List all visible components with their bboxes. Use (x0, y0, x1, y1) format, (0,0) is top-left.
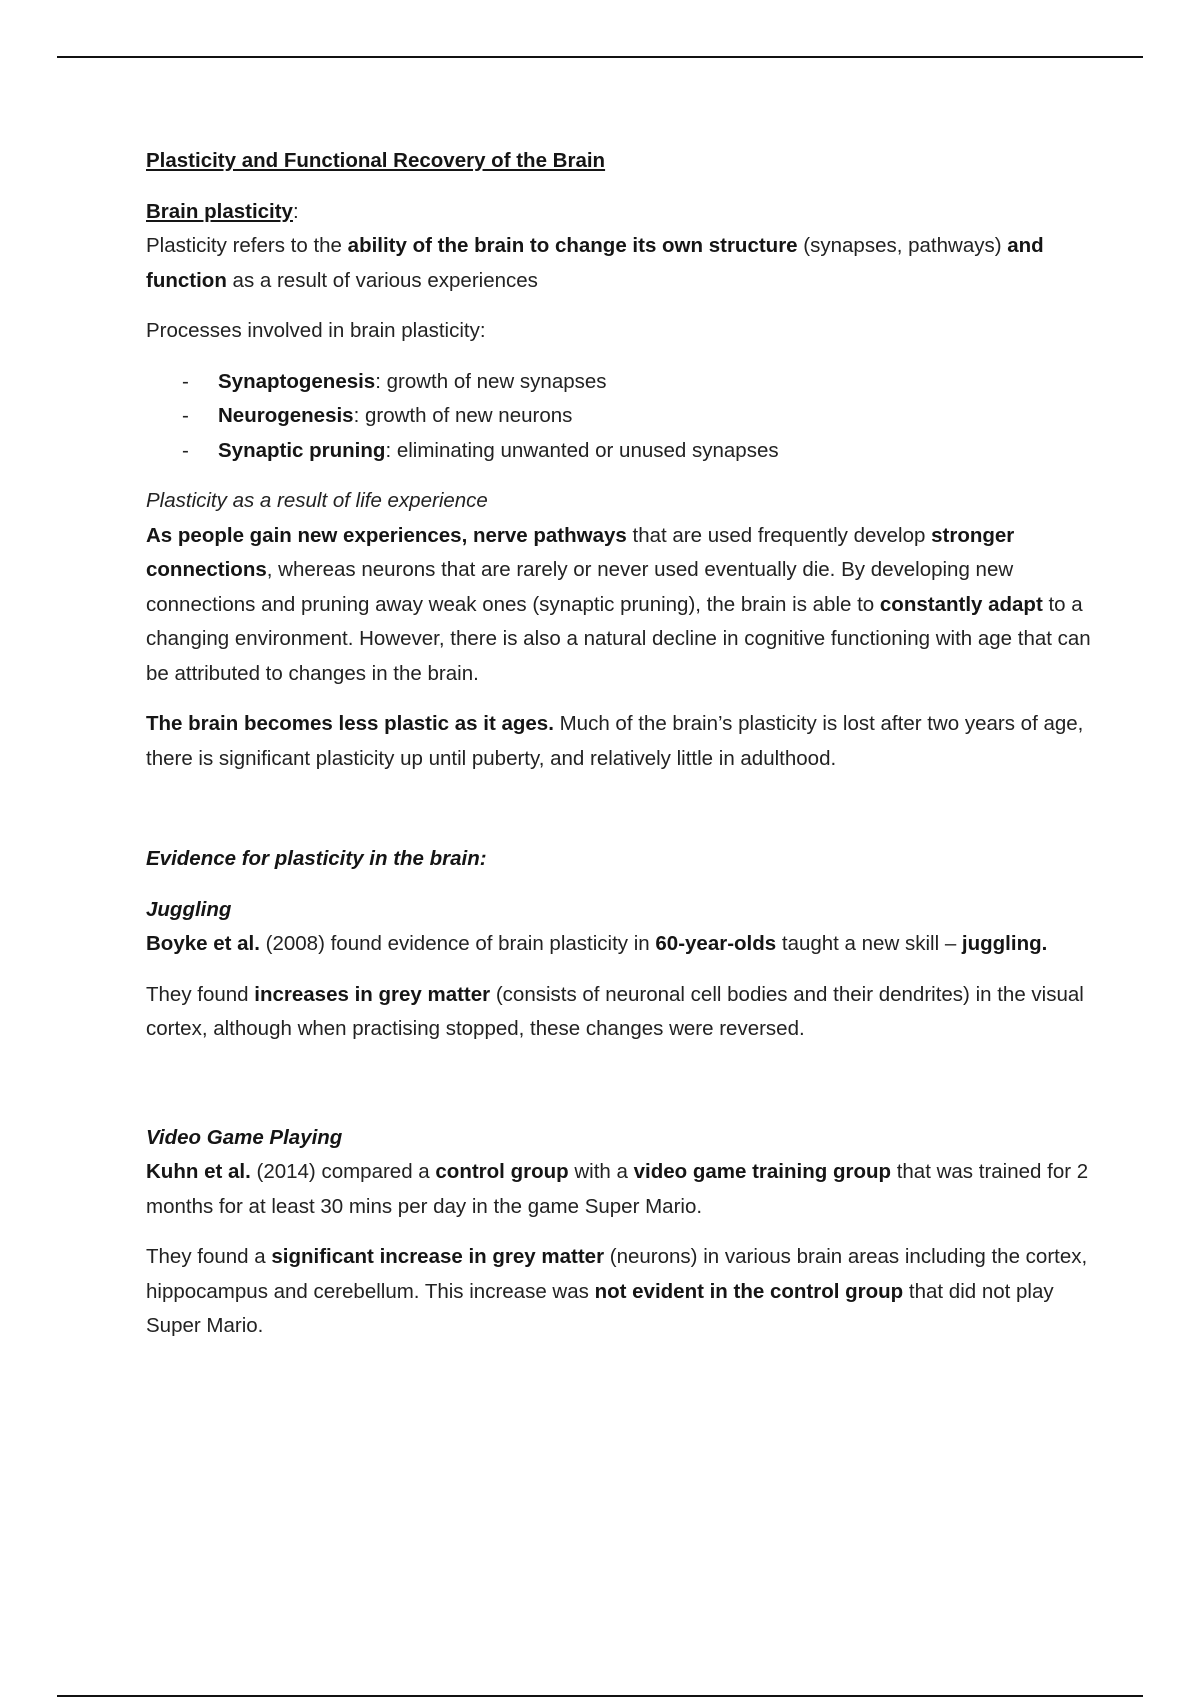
evidence-heading: Evidence for plasticity in the brain: (146, 847, 487, 870)
juggling-heading: Juggling (146, 897, 232, 921)
text-run: They found a (146, 1245, 272, 1268)
process-desc: : growth of new synapses (375, 369, 607, 393)
brain-plasticity-heading-text: Brain plasticity (146, 199, 293, 223)
juggling-paragraph-1 (146, 927, 1096, 962)
heading-colon: : (292, 199, 299, 223)
bold-run: not evident in the control group (594, 1279, 904, 1303)
aging-paragraph (146, 707, 1096, 776)
processes-intro: Processes involved in brain plasticity: (146, 319, 486, 342)
text-run: (neurons) in various brain areas including the cortex, hippocampus and cerebellum. This increase was (146, 1245, 1088, 1303)
text-run: that are used frequently develop (626, 523, 932, 547)
dash-bullet: - (182, 404, 189, 427)
text-run: , whereas neurons that are rarely or never used eventually die. By developing new connections and pruning away weak ones (synaptic pruning), the brain is able to (146, 558, 1014, 616)
text-run: with a (568, 1160, 634, 1183)
bold-run: ability of the brain to change its own structure (347, 234, 798, 257)
bold-run: constantly adapt (879, 592, 1043, 616)
bold-run: increases in grey matter (254, 982, 491, 1006)
text-run: (2008) found evidence of brain plasticity in (259, 932, 656, 955)
bold-run: Boyke et al. (146, 932, 260, 955)
bold-run: 60-year-olds (655, 932, 777, 955)
process-term: Neurogenesis (218, 404, 354, 427)
text-run: as a result of various experiences (226, 268, 538, 292)
dash-bullet: - (182, 369, 189, 393)
life-experience-heading: Plasticity as a result of life experience (146, 489, 488, 512)
process-desc: : eliminating unwanted or unused synapses (385, 438, 779, 462)
process-desc: : growth of new neurons (353, 404, 573, 427)
process-term: Synaptic pruning (218, 438, 386, 462)
bold-run: juggling. (961, 932, 1048, 955)
video-game-paragraph-2 (146, 1240, 1096, 1344)
text-run: Plasticity refers to the (146, 234, 348, 257)
bottom-rule (57, 1695, 1143, 1697)
text-run: They found (146, 982, 255, 1006)
life-experience-paragraph (146, 519, 1096, 692)
top-rule (57, 56, 1143, 58)
text-run: to a changing environment. However, there is also a natural decline in cognitive functioning with age that can be attributed to changes in the brain. (146, 592, 1091, 685)
plasticity-definition (146, 229, 1096, 298)
process-term: Synaptogenesis (218, 369, 376, 393)
text-run: Much of the brain’s plasticity is lost after two years of age, there is significant plasticity up until puberty, and relatively little in adulthood. (146, 712, 1084, 770)
text-run: that was trained for 2 months for at least 30 mins per day in the game Super Mario. (146, 1160, 1089, 1218)
bold-run: and function (146, 234, 1044, 292)
bold-run: stronger connections (146, 523, 1015, 581)
dash-bullet: - (182, 438, 189, 462)
text-run: taught a new skill – (776, 932, 962, 955)
video-game-heading: Video Game Playing (146, 1125, 343, 1149)
brain-plasticity-heading (146, 195, 1096, 230)
list-item (146, 434, 1096, 469)
text-run: that did not play Super Mario. (146, 1279, 1054, 1337)
bold-run: The brain becomes less plastic as it ages. (146, 712, 554, 735)
page-title: Plasticity and Functional Recovery of the Brain (146, 149, 606, 172)
text-run: (2014) compared a (250, 1160, 436, 1183)
text-run: (synapses, pathways) (797, 234, 1008, 257)
bold-run: Kuhn et al. (146, 1160, 251, 1183)
video-game-paragraph-1 (146, 1155, 1096, 1224)
document-body (146, 144, 1096, 1344)
bold-run: As people gain new experiences, nerve pathways (146, 523, 627, 547)
bold-run: video game training group (633, 1160, 892, 1183)
text-run: (consists of neuronal cell bodies and their dendrites) in the visual cortex, although when practising stopped, these changes were reversed. (146, 982, 1084, 1040)
processes-list (146, 365, 1096, 469)
juggling-paragraph-2 (146, 978, 1096, 1047)
bold-run: significant increase in grey matter (271, 1245, 605, 1268)
bold-run: control group (435, 1160, 569, 1183)
list-item (146, 399, 1096, 434)
list-item (146, 365, 1096, 400)
